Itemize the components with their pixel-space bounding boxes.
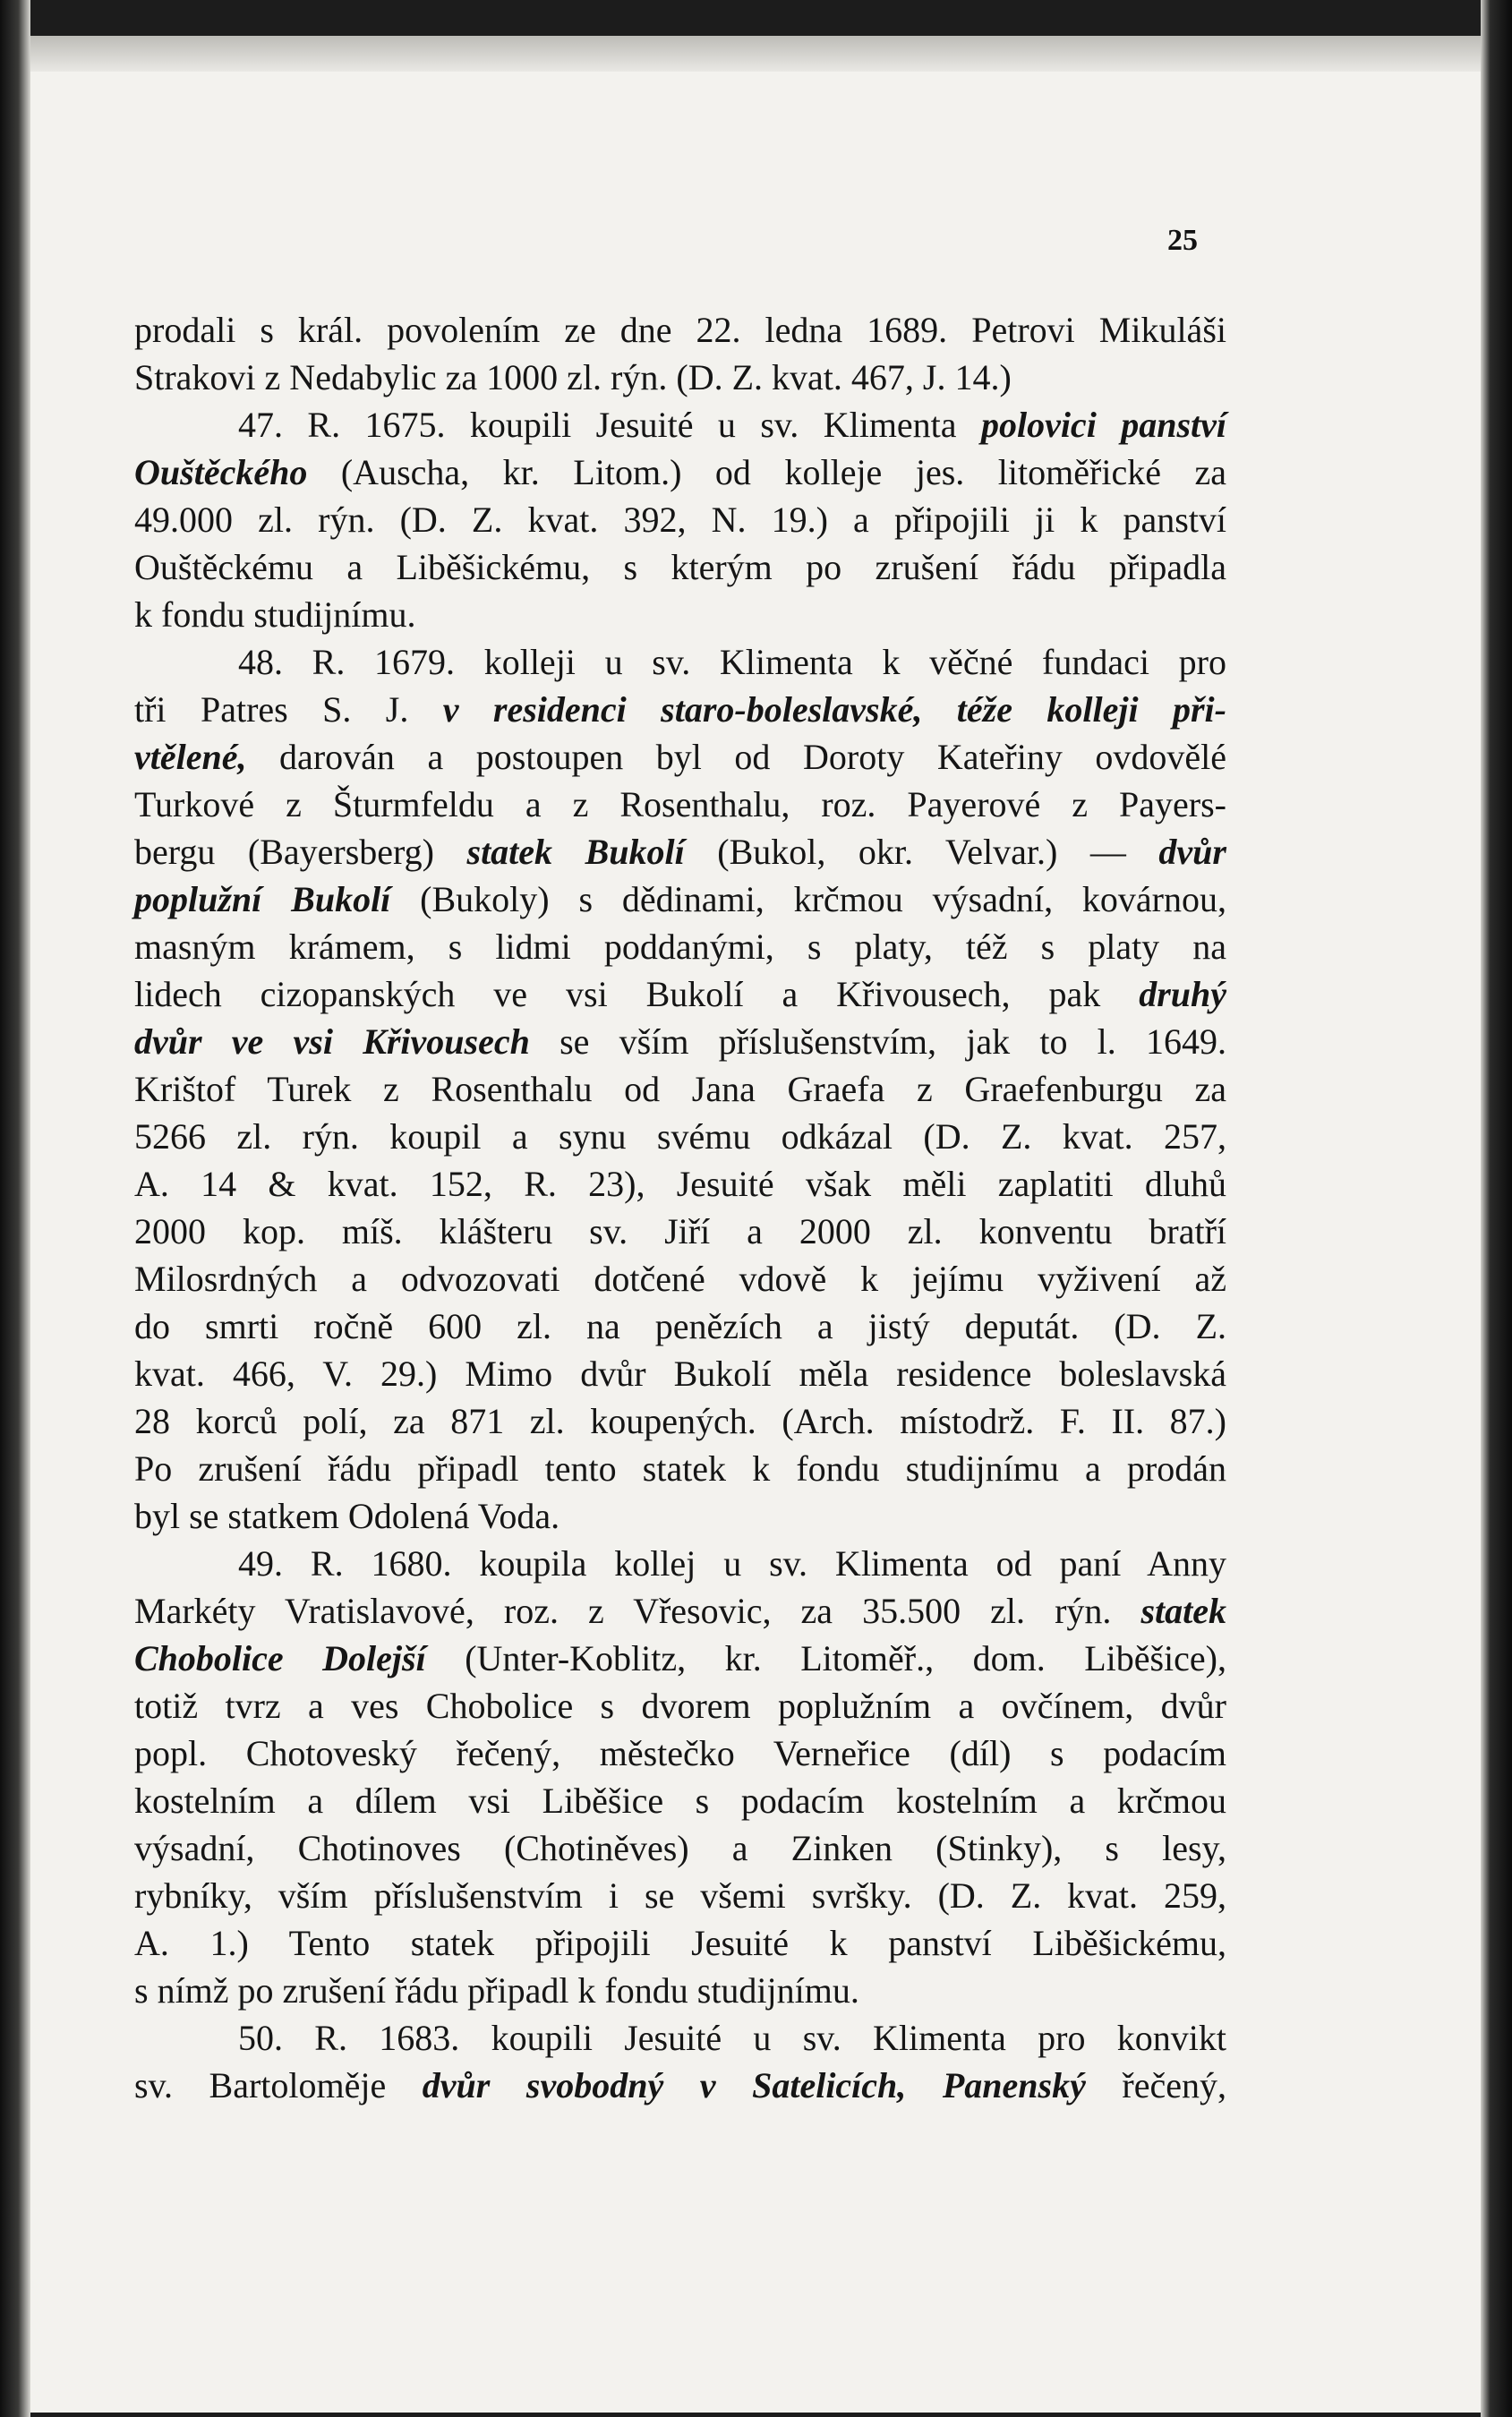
text-line [134, 591, 1226, 638]
text-line [134, 1255, 1226, 1302]
text-segment: 2000 kop. míš. klášteru sv. Jiří a 2000 zl. konventu bratří [134, 1211, 1226, 1251]
text-line [134, 733, 1226, 781]
text-segment: popl. Chotoveský řečený, městečko Verneřice (díl) s podacím [134, 1733, 1226, 1773]
text-line [134, 1967, 1226, 2014]
text-segment: 28 korců polí, za 871 zl. koupených. (Arch. místodrž. F. II. 87.) [134, 1401, 1226, 1441]
text-line [134, 875, 1226, 923]
text-line [134, 1113, 1226, 1160]
text-segment: totiž tvrz a ves Chobolice s dvorem poplužním a ovčínem, dvůr [134, 1686, 1226, 1726]
text-segment: rybníky, vším příslušenstvím i se všemi svršky. (D. Z. kvat. 259, [134, 1875, 1226, 1916]
text-line [134, 1397, 1226, 1445]
text-line [134, 828, 1226, 875]
text-line [134, 1872, 1226, 1919]
text-line [134, 1919, 1226, 1967]
text-segment: masným krámem, s lidmi poddanými, s platy, též s platy na [134, 927, 1226, 967]
text-line [134, 1445, 1226, 1492]
text-line [134, 1587, 1226, 1635]
italic-segment: dvůr [1158, 832, 1226, 872]
text-segment: 48. R. 1679. kolleji u sv. Klimenta k věčné fundaci pro [238, 642, 1226, 682]
text-segment: darován a postoupen byl od Doroty Kateřiny ovdovělé [246, 737, 1226, 777]
text-line [134, 1018, 1226, 1065]
text-line [134, 401, 1226, 448]
text-line [134, 970, 1226, 1018]
text-segment: řečený, [1085, 2065, 1226, 2105]
text-segment: 49.000 zl. rýn. (D. Z. kvat. 392, N. 19.) a připojili ji k panství [134, 500, 1226, 540]
text-segment: Strakovi z Nedabylic za 1000 zl. rýn. (D. Z. kvat. 467, J. 14.) [134, 357, 1012, 397]
text-segment: A. 14 & kvat. 152, R. 23), Jesuité však měli zaplatiti dluhů [134, 1164, 1226, 1204]
text-line [134, 638, 1226, 686]
italic-segment: Chobolice Dolejší [134, 1638, 426, 1678]
text-line [134, 1729, 1226, 1777]
text-line [134, 1540, 1226, 1587]
italic-segment: druhý [1139, 974, 1226, 1014]
text-segment: kvat. 466, V. 29.) Mimo dvůr Bukolí měla residence boleslavská [134, 1354, 1226, 1394]
text-segment: bergu (Bayersberg) [134, 832, 467, 872]
scan-left-edge [0, 0, 30, 2417]
italic-segment: v residenci staro-boleslavské, téže kolleji při- [442, 689, 1226, 730]
text-segment: A. 1.) Tento statek připojili Jesuité k panství Liběšickému, [134, 1923, 1226, 1963]
italic-segment: vtělené, [134, 737, 247, 777]
text-segment: 50. R. 1683. koupili Jesuité u sv. Klimenta pro konvikt [238, 2018, 1226, 2058]
text-line [134, 1635, 1226, 1682]
text-segment: Markéty Vratislavové, roz. z Vřesovic, za 35.500 zl. rýn. [134, 1591, 1141, 1631]
body-text [134, 306, 1226, 2109]
text-segment: Po zrušení řádu připadl tento statek k fondu studijnímu a prodán [134, 1448, 1226, 1489]
italic-segment: dvůr ve vsi Křivousech [134, 1021, 530, 1062]
text-line [134, 686, 1226, 733]
text-segment: tři Patres S. J. [134, 689, 443, 730]
text-line [134, 306, 1226, 354]
italic-segment: dvůr svobodný v Satelicích, Panenský [422, 2065, 1086, 2105]
book-page [30, 36, 1481, 2413]
text-segment: byl se statkem Odolená Voda. [134, 1496, 560, 1536]
page-number: 25 [1167, 224, 1198, 257]
text-line [134, 1302, 1226, 1350]
text-line [134, 1208, 1226, 1255]
text-line [134, 1350, 1226, 1397]
text-segment: s nímž po zrušení řádu připadl k fondu studijnímu. [134, 1970, 859, 2011]
text-segment: (Bukol, okr. Velvar.) — [684, 832, 1159, 872]
text-segment: lidech cizopanských ve vsi Bukolí a Křivousech, pak [134, 974, 1140, 1014]
text-segment: k fondu studijnímu. [134, 594, 416, 635]
text-segment: Turkové z Šturmfeldu a z Rosenthalu, roz. Payerové z Payers- [134, 784, 1226, 824]
text-segment: 5266 zl. rýn. koupil a synu svému odkázal (D. Z. kvat. 257, [134, 1116, 1226, 1157]
italic-segment: Ouštěckého [134, 452, 308, 492]
text-line [134, 1065, 1226, 1113]
text-line [134, 496, 1226, 543]
text-segment: 49. R. 1680. koupila kollej u sv. Klimenta od paní Anny [238, 1543, 1226, 1584]
text-line [134, 354, 1226, 401]
text-segment: kostelním a dílem vsi Liběšice s podacím kostelním a krčmou [134, 1781, 1226, 1821]
italic-segment: polovici panství [980, 405, 1226, 445]
text-line [134, 781, 1226, 828]
text-segment: Ouštěckému a Liběšickému, s kterým po zrušení řádu připadla [134, 547, 1226, 587]
text-segment: výsadní, Chotinoves (Chotiněves) a Zinken (Stinky), s lesy, [134, 1828, 1226, 1868]
text-segment: Krištof Turek z Rosenthalu od Jana Graefa z Graefenburgu za [134, 1069, 1226, 1109]
text-segment: prodali s král. povolením ze dne 22. ledna 1689. Petrovi Mikuláši [134, 310, 1226, 350]
text-segment: (Auscha, kr. Litom.) od kolleje jes. litoměřické za [307, 452, 1226, 492]
text-line [134, 1682, 1226, 1729]
text-segment: se vším příslušenstvím, jak to l. 1649. [529, 1021, 1227, 1062]
text-line [134, 1777, 1226, 1824]
italic-segment: statek Bukolí [466, 832, 685, 872]
text-segment: do smrti ročně 600 zl. na penězích a jistý deputát. (D. Z. [134, 1306, 1226, 1346]
text-line [134, 1492, 1226, 1540]
text-line [134, 543, 1226, 591]
text-segment: Milosrdných a odvozovati dotčené vdově k jejímu vyživení až [134, 1259, 1226, 1299]
text-line [134, 448, 1226, 496]
page-top-shadow [30, 36, 1481, 72]
text-segment: sv. Bartoloměje [134, 2065, 423, 2105]
italic-segment: statek [1140, 1591, 1226, 1631]
text-line [134, 1824, 1226, 1872]
text-line [134, 923, 1226, 970]
text-segment: (Unter-Koblitz, kr. Litoměř., dom. Liběšice), [425, 1638, 1226, 1678]
text-line [134, 2014, 1226, 2062]
text-line [134, 1160, 1226, 1208]
text-segment: (Bukoly) s dědinami, krčmou výsadní, kovárnou, [390, 879, 1226, 919]
italic-segment: poplužní Bukolí [134, 879, 391, 919]
text-line [134, 2062, 1226, 2109]
scan-right-edge [1481, 0, 1512, 2417]
text-segment: 47. R. 1675. koupili Jesuité u sv. Klimenta [238, 405, 981, 445]
